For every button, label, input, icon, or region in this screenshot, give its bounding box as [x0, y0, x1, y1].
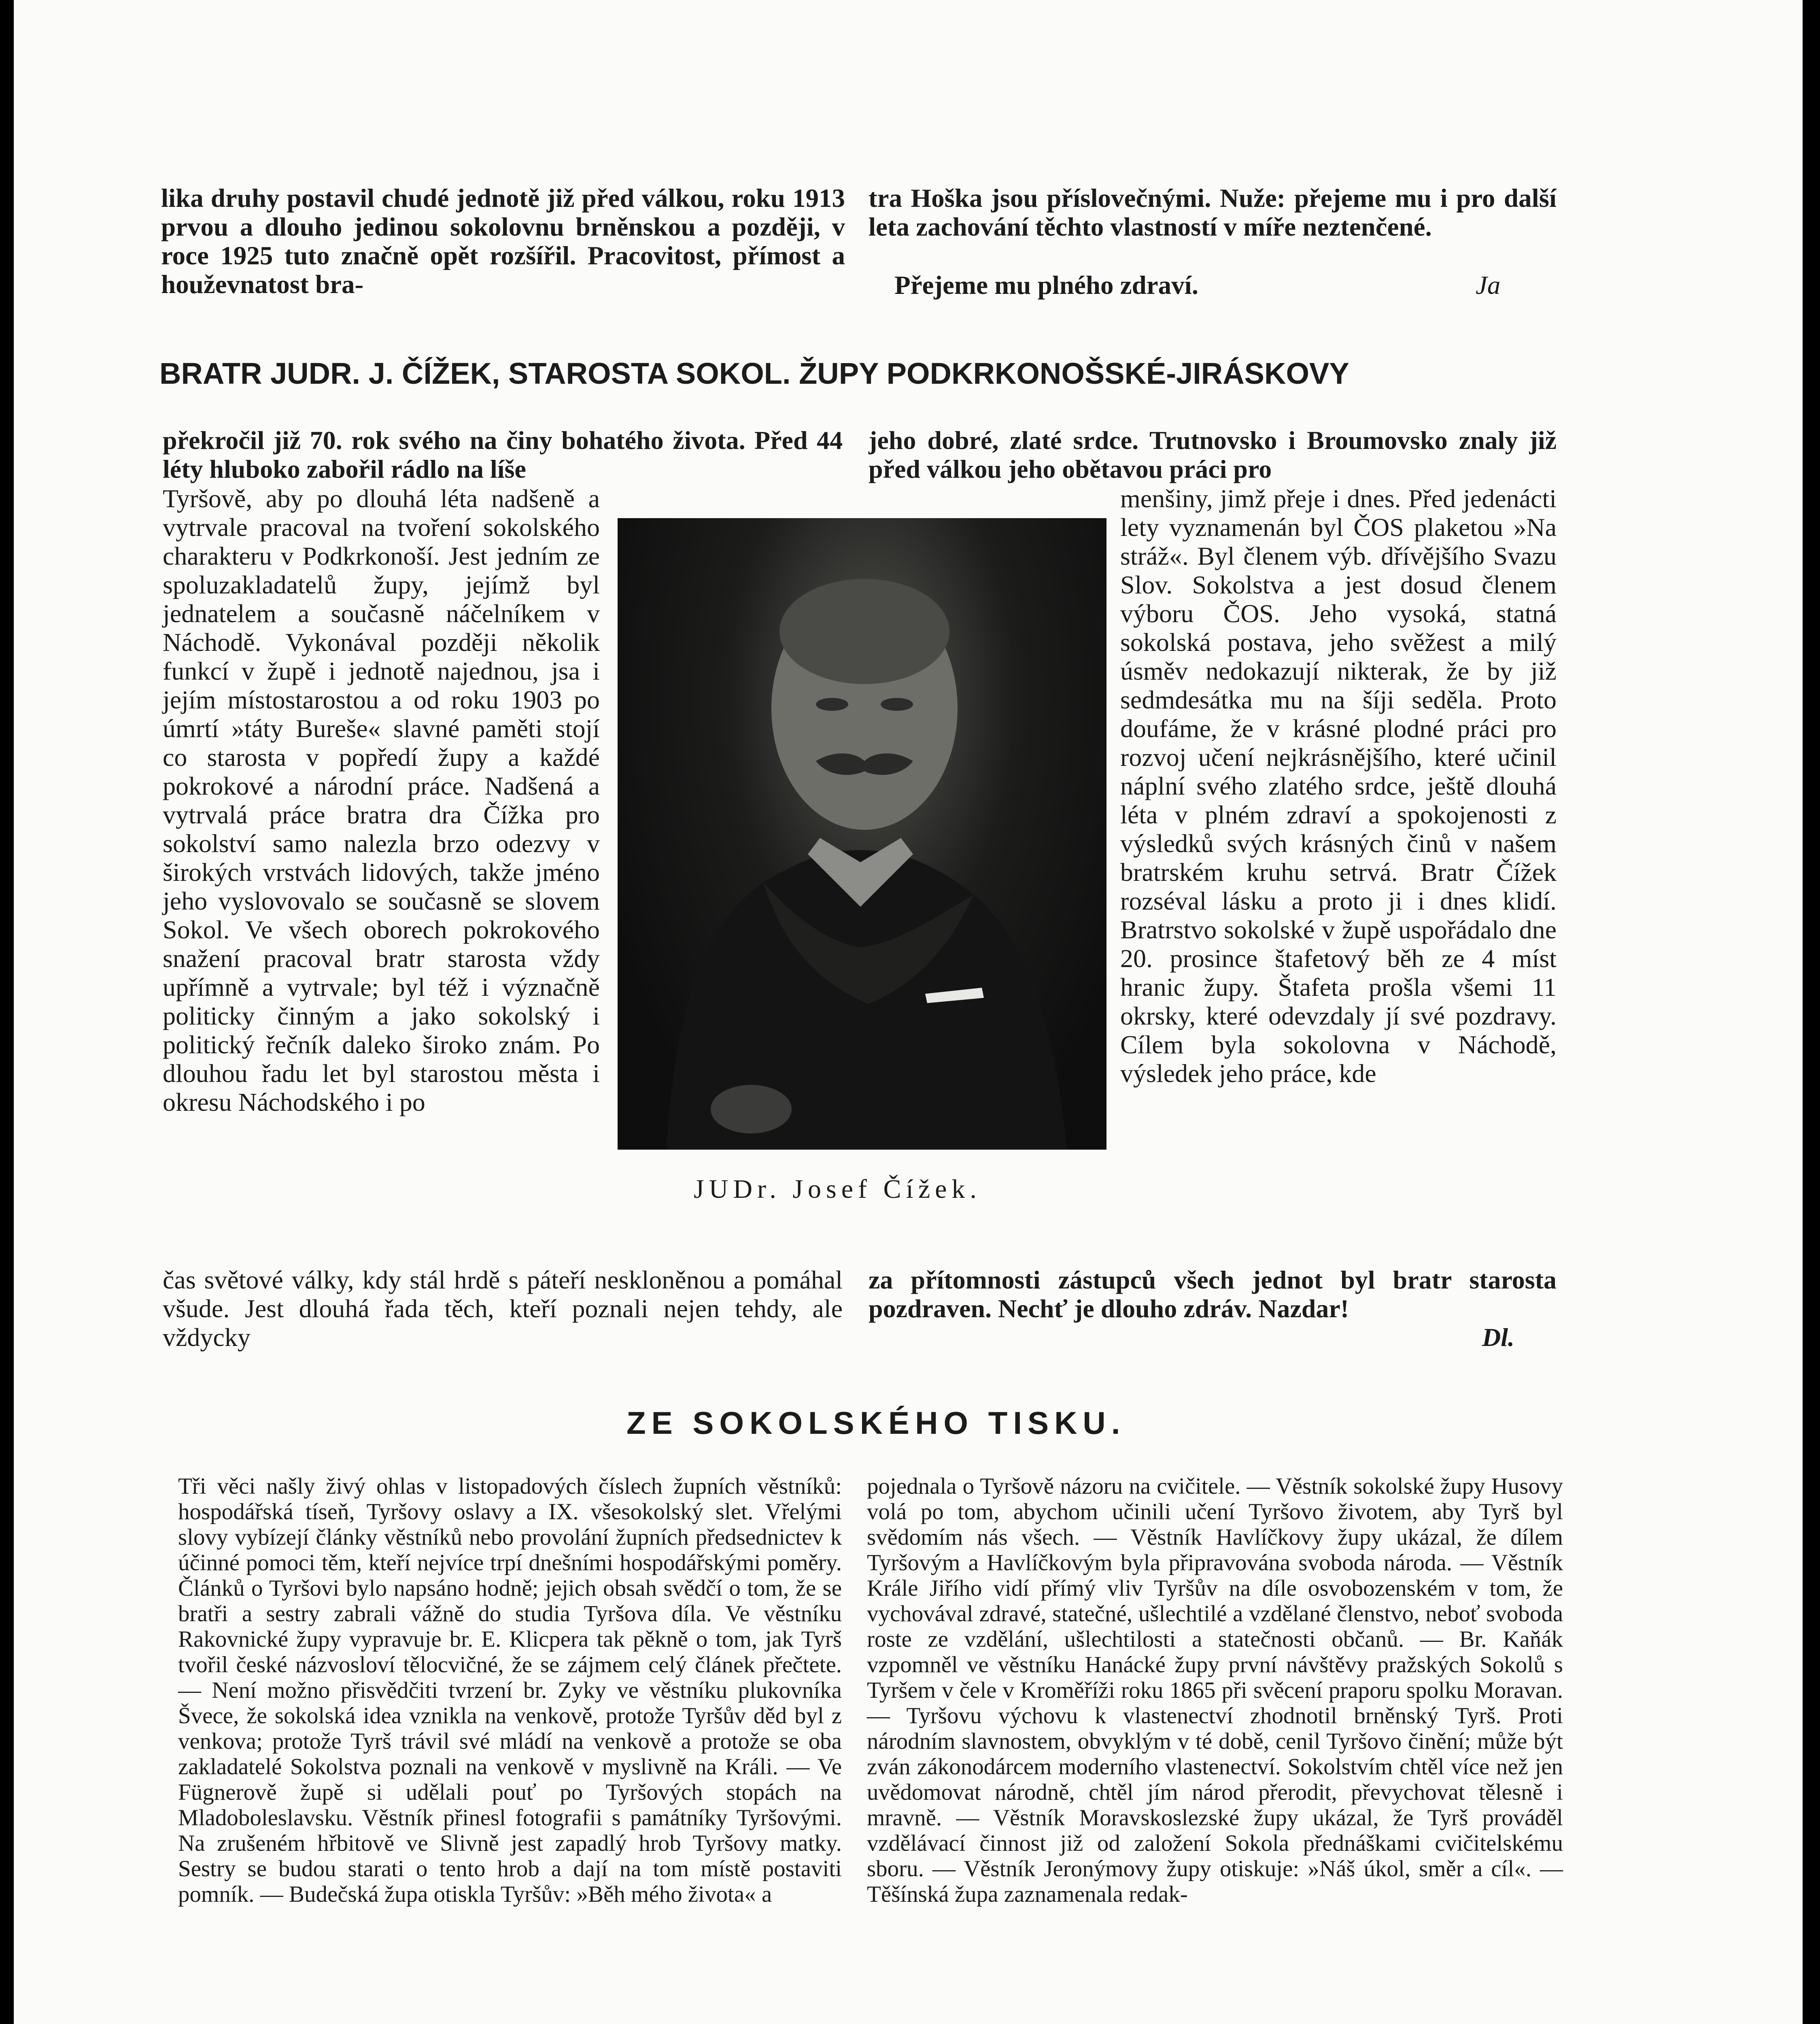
article1-right-bottom: za přítomnosti zástupců všech jednot byl bratr starosta pozdraven. Nechť je dlouho zdráv. Nazdar! — [869, 1265, 1557, 1323]
article1-left-bottom: čas světové války, kdy stál hrdě s páteří neskloněnou a pomáhal všude. Jest dlouhá řada těch, kteří poznali nejen tehdy, ale vždycky — [163, 1265, 843, 1352]
prev-article-closing: Přejeme mu plného zdraví. — [894, 271, 1198, 300]
prev-article-left-paragraph: lika druhy postavil chudé jednotě již před válkou, roku 1913 prvou a dlouho jedinou sokolovnu brněnskou a později, v roce 1925 tuto značně opět rozšířil. Pracovitost, přímost a houževnatost bra- — [161, 184, 845, 299]
article1-signature: Dl. — [1482, 1323, 1514, 1352]
article2-left-column: Tři věci našly živý ohlas v listopadových číslech župních věstníků: hospodářská tíseň, Tyršovy oslavy a IX. všesokolský slet. Vřelými slovy vybízejí články věstníků nebo provolání župních předsednictev k účinné pomoci těm, kteří nejvíce trpí dnešními hospodářskými poměry. Článků o Tyršovi bylo napsáno hodně; jejich obsah svědčí o tom, že se bratři a sestry zabrali vážně do studia Tyršova díla. Ve věstníku Rakovnické župy vypravuje br. E. Klicpera tak pěkně o tom, jak Tyrš tvořil české názvosloví tělocvičné, že se zájmem celý článek přečtete. — Není možno přisvědčiti tvrzení br. Zyky ve věstníku plukovníka Švece, že sokolská idea vznikla na venkově, protože Tyršův děd byl z venkova; protože Tyrš trávil své mládí na venkově a protože se oba zakladatelé Sokolstva poznali na venkově v myslivně na Králi. — Ve Fügnerově župě si udělali pouť po Tyršových stopách na Mladoboleslavsku. Věstník přinesl fotografii s památníky Tyršovými. Na zrušeném hřbitově ve Slivně jest zapadlý hrob Tyršovy matky. Sestry se budou starati o tento hrob a dají na tom místě postaviti pomník. — Budečská župa otiskla Tyršův: »Běh mého života« a — [178, 1473, 842, 1907]
article1-right-top: jeho dobré, zlaté srdce. Trutnovsko i Broumovsko znaly již před válkou jeho obětavou práci pro — [869, 426, 1557, 483]
portrait-figure — [618, 518, 1106, 1150]
prev-article-right-paragraph: tra Hoška jsou příslovečnými. Nuže: přejeme mu i pro další leta zachování těchto vlastností v míře neztenčené. — [869, 184, 1557, 242]
article-title-cizek: BRATR JUDR. J. ČÍŽEK, STAROSTA SOKOL. ŽUPY PODKRKONOŠSKÉ-JIRÁSKOVY — [159, 357, 1349, 390]
article2-right-column: pojednala o Tyršově názoru na cvičitele. — Věstník sokolské župy Husovy volá po tom, abychom učinili učení Tyršovo životem, aby Tyrš byl svědomím nás všech. — Věstník Havlíčkovy župy ukázal, že dílem Tyršovým a Havlíčkovým byla připravována svoboda národa. — Věstník Krále Jiřího vidí přímý vliv Tyršův na díle osvobozenském v tom, že vychovával zdravé, statečné, ušlechtilé a vzdělané členstvo, neboť svoboda roste ze vzdělání, ušlechtilosti a statečnosti občanů. — Br. Kaňák vzpomněl ve věstníku Hanácké župy první návštěvy pražských Sokolů s Tyršem v čele v Kroměříži roku 1865 při svěcení praporu spolku Moravan. — Tyršovu výchovu k vlastenectví zhodnotil brněnský Tyrš. Proti národním slavnostem, obvyklým v té době, cenil Tyršovo činění; může být zván zákonodárcem moderního vlastenectví. Sokolstvím chtěl více než jen uvědomovat národně, chtěl jím národ přerodit, převychovat tělesně i mravně. — Věstník Moravskoslezské župy ukázal, že Tyrš prováděl vzdělávací činnost již od založení Sokola přednáškami cvičitelskému sboru. — Věstník Jeronýmovy župy otiskuje: »Náš úkol, směr a cíl«. — Těšínská župa zaznamenala redak- — [867, 1473, 1563, 1907]
portrait-photo — [618, 518, 1106, 1150]
article1-left-wrap: Tyršově, aby po dlouhá léta nadšeně a vytrvale pracoval na tvoření sokolského charakteru v Podkrkonoší. Jest jedním ze spoluzakladatelů župy, jejímž byl jednatelem a současně náčelníkem v Náchodě. Vykonával později několik funkcí v župě i jednotě najednou, jsa i jejím místostarostou a od roku 1903 po úmrtí »táty Bureše« slavné paměti stojí co starosta v popředí župy a každé pokrokové a národní práce. Nadšená a vytrvalá práce bratra dra Čížka pro sokolství samo nalezla brzo odezvy v širokých vrstvách lidových, takže jméno jeho vyslovovalo se současně se slovem Sokol. Ve všech oborech pokrokového snažení pracoval bratr starosta vždy upřímně a vytrvale; byl též i význačně politicky činným a jako sokolský i politický řečník daleko široko znám. Po dlouhou řadu let byl starostou města i okresu Náchodského i po — [163, 484, 600, 1116]
document-page — [14, 0, 1803, 2024]
prev-article-signature: Ja — [1476, 271, 1501, 300]
article1-left-top: překročil již 70. rok svého na činy bohatého života. Před 44 léty hluboko zabořil rádlo na líše — [163, 426, 843, 483]
photo-caption: JUDr. Josef Čížek. — [694, 1174, 981, 1204]
article-title-press: ZE SOKOLSKÉHO TISKU. — [626, 1405, 1126, 1441]
article1-right-wrap: menšiny, jimž přeje i dnes. Před jedenácti lety vyznamenán byl ČOS plaketou »Na stráž«. Byl členem výb. dřívějšího Svazu Slov. Sokolstva a jest dosud členem výboru ČOS. Jeho vysoká, statná sokolská postava, jeho svěžest a milý úsměv nedokazují nikterak, že by již sedmdesátka mu na šíji seděla. Proto doufáme, že v krásné plodné práci pro rozvoj učení nejkrásnějšího, které učinil náplní svého zlatého srdce, ještě dlouhá léta v plném zdraví a spokojenosti z výsledků svých krásných činů v našem bratrském kruhu setrvá. Bratr Čížek rozséval lásku a proto ji i dnes klidí. Bratrstvo sokolské v župě uspořádalo dne 20. prosince štafetový běh ze 4 míst hranic župy. Štafeta prošla všemi 11 okrsky, které odevzdaly jí své pozdravy. Cílem byla sokolovna v Náchodě, výsledek jeho práce, kde — [1120, 484, 1557, 1088]
